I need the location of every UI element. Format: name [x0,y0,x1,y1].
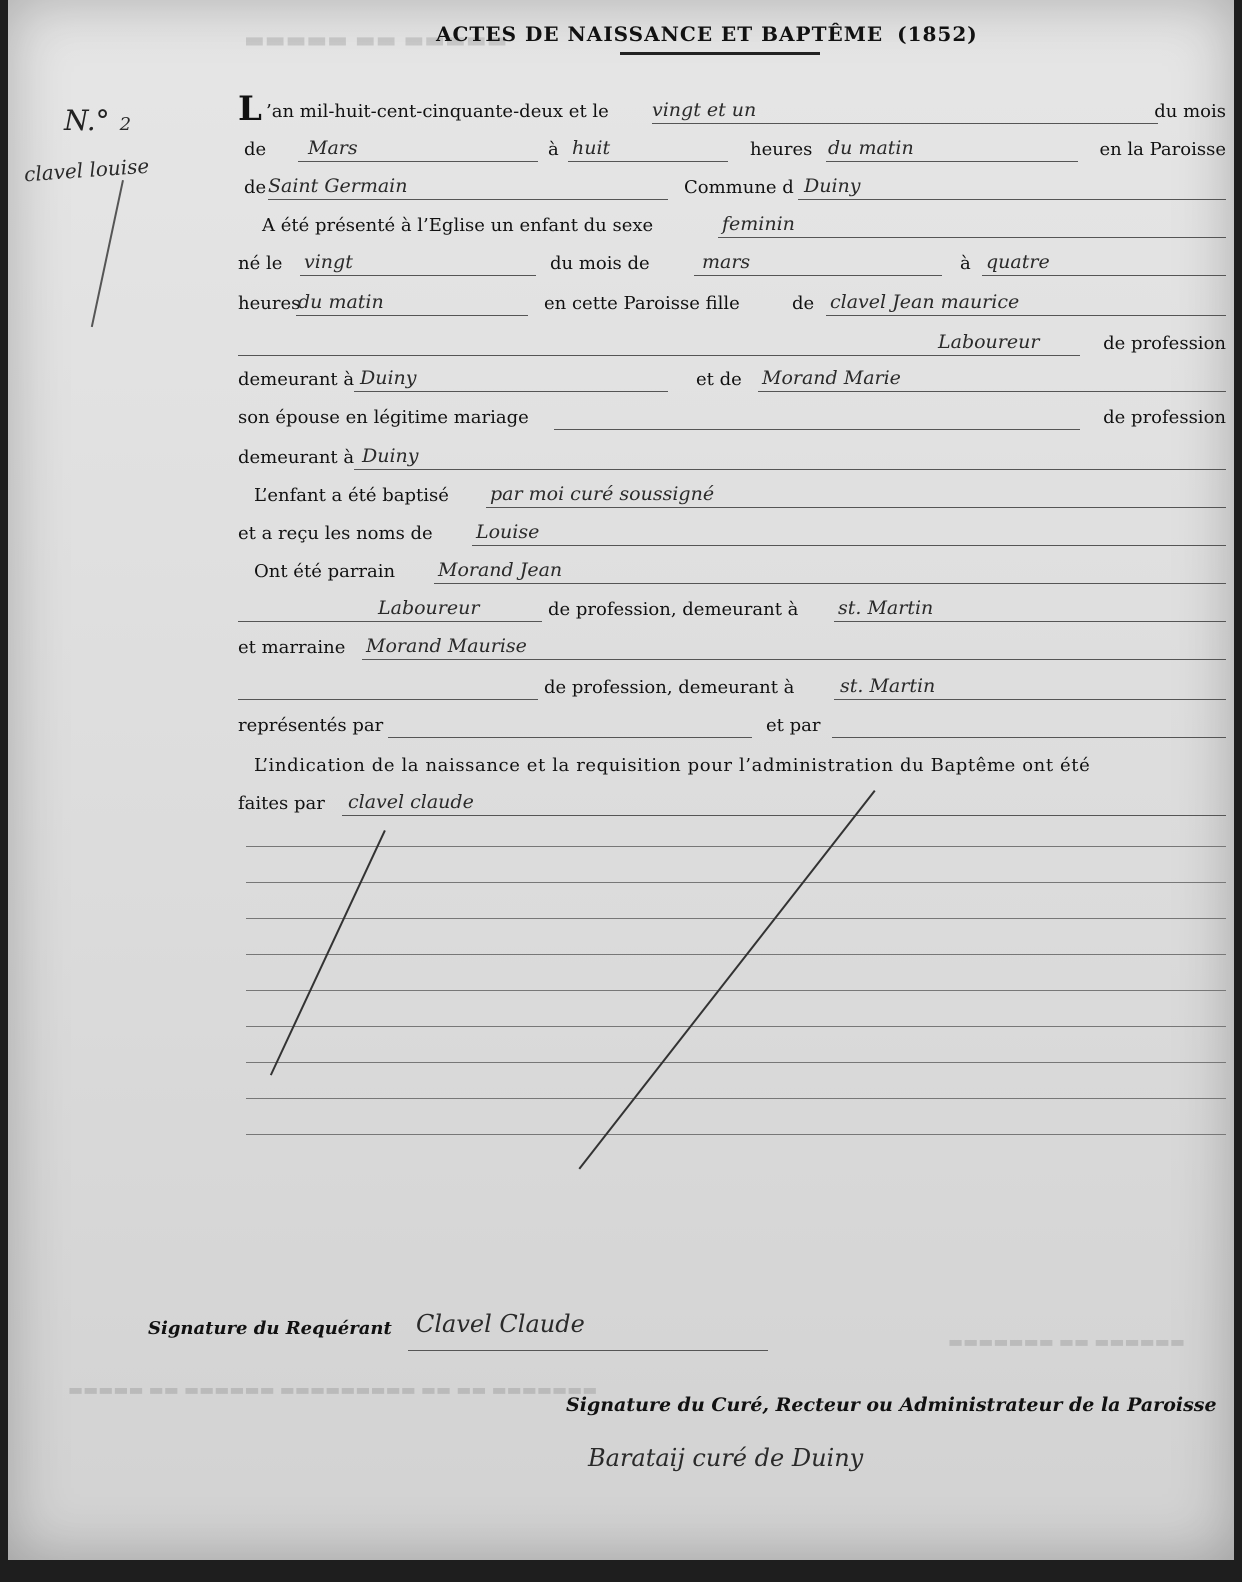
line3-rule-a [268,199,668,200]
line9-epouse: son épouse en légitime mariage [238,407,529,428]
entry-number [64,104,131,137]
line5-rule-a [300,275,536,276]
commune-field: Duiny [804,175,861,197]
line17-rule-b [832,737,1226,738]
line16-rule-a [238,699,538,700]
form-line-7 [238,330,1226,360]
line8-rule-a [354,391,668,392]
sex-field: feminin [722,213,795,235]
margin-name: clavel louise [23,153,150,187]
line2-rule-b [568,161,728,162]
line3-commune: Commune d [684,177,794,198]
born-day-field: vingt [304,251,353,273]
line2-rule-c [826,161,1078,162]
form-line-17 [238,712,1226,742]
line14-rule-b [834,621,1226,622]
form-line-10 [238,444,1226,474]
line19-rule [342,815,1226,816]
cure-signature-label: Signature du Curé, Recteur ou Administrateur de la Paroisse [566,1394,1217,1416]
line4-rule [718,237,1226,238]
hour-field: huit [572,137,611,159]
line6-de: de [792,293,815,314]
title-year: (1852) [897,22,978,46]
line15-marraine: et marraine [238,637,346,658]
line6-rule-a [296,315,528,316]
line11-rule [486,507,1226,508]
line13-rule [434,583,1226,584]
father-profession-field: Laboureur [938,331,1040,353]
blank-rule [246,990,1226,991]
form-line-1 [238,89,1226,129]
line9-rule [554,429,1080,430]
born-month-field: mars [702,251,751,273]
line12-rule [472,545,1226,546]
line2-a: à [548,139,559,160]
form-line-18 [238,752,1226,782]
blank-rule [246,918,1226,919]
bleed-through-signature-2: ▬▬▬▬▬ ▬▬ ▬▬▬▬▬▬ ▬▬▬▬▬▬▬▬▬ ▬▬ ▬▬ ▬▬▬▬▬▬▬ [68,1380,598,1399]
baptised-by-field: par moi curé soussigné [490,483,715,505]
requerant-signature-line [408,1350,768,1351]
line15-rule [362,659,1226,660]
form-line-3 [238,174,1226,204]
form-line-5 [238,250,1226,280]
godfather-field: Morand Jean [438,559,563,581]
form-line-6 [238,290,1226,320]
born-period-field: du matin [298,291,384,313]
godmother-field: Morand Maurise [366,635,527,657]
cure-signature: Barataij curé de Duiny [588,1444,864,1472]
line11-baptise: L’enfant a été baptisé [254,485,449,506]
blank-rule [246,954,1226,955]
line8-demeurant: demeurant à [238,369,355,390]
blank-rule [246,846,1226,847]
line13-parrain: Ont été parrain [254,561,396,582]
line17-representes: représentés par [238,715,384,736]
title-underline [620,52,820,55]
period-field: du matin [828,137,914,159]
line2-end: en la Paroisse [1099,139,1226,160]
godfather-profession-field: Laboureur [378,597,480,619]
form-line-15 [238,634,1226,664]
line6-heures: heures [238,293,301,314]
line1-end: du mois [1154,101,1226,122]
page-title [436,22,978,46]
form-line-14 [238,596,1226,626]
margin-stroke [91,180,124,327]
form-line-2 [238,136,1226,166]
line17-rule-a [388,737,752,738]
line12-noms: et a reçu les noms de [238,523,433,544]
declarant-field: clavel claude [348,791,474,813]
line14-text: de profession, demeurant à [548,599,799,620]
line5-rule-c [982,275,1226,276]
line8-rule-b [758,391,1226,392]
line5-rule-b [694,275,942,276]
line5-a: à [960,253,971,274]
entry-number-value: 2 [119,114,132,135]
line4-text: A été présenté à l’Eglise un enfant du sexe [262,215,654,236]
requerant-signature-label: Signature du Requérant [148,1318,392,1339]
blank-rule [246,1098,1226,1099]
form-line-19 [238,790,1226,820]
line7-rule [238,355,1080,356]
blank-rule [246,1134,1226,1135]
godmother-residence-field: st. Martin [840,675,936,697]
line1-rule [652,123,1158,124]
birth-day-field: vingt et un [652,99,757,121]
line8-et: et de [696,369,742,390]
line2-rule-a [298,161,538,162]
entry-number-label: N.° [64,104,110,137]
line17-et: et par [766,715,821,736]
form-line-4 [238,212,1226,242]
line16-text: de profession, demeurant à [544,677,795,698]
line18-text: L’indication de la naissance et la requisition pour l’administration du Baptême ont été [254,755,1091,776]
mother-field: Morand Marie [762,367,901,389]
bleed-through-heading: ▬▬▬▬▬ ▬▬ ▬▬▬▬▬ [244,28,508,53]
blank-rule [246,882,1226,883]
blank-rule [246,1026,1226,1027]
register-page [8,0,1234,1560]
father-residence-field: Duiny [360,367,417,389]
line2-heures: heures [750,139,813,160]
line6-text: en cette Paroisse fille [544,293,740,314]
given-name-field: Louise [476,521,540,543]
line2-de: de [244,139,267,160]
cancel-stroke-left [270,830,386,1076]
form-line-16 [238,674,1226,704]
form-line-9 [238,404,1226,434]
title-text: ACTES DE NAISSANCE ET BAPTÊME [436,22,884,46]
form-line-12 [238,520,1226,550]
line10-demeurant: demeurant à [238,447,355,468]
form-line-11 [238,482,1226,512]
mother-residence-field: Duiny [362,445,419,467]
parish-field: Saint Germain [268,175,408,197]
line6-rule-b [826,315,1226,316]
blank-rule [246,1062,1226,1063]
line19-faites: faites par [238,793,325,814]
line5-mois: du mois de [550,253,650,274]
line1-text: ’an mil-huit-cent-cinquante-deux et le [266,101,609,122]
drop-initial: L [238,89,262,129]
line9-profession: de profession [1103,407,1226,428]
month-field: Mars [308,137,358,159]
line3-rule-b [798,199,1226,200]
godfather-residence-field: st. Martin [838,597,934,619]
line14-rule-a [238,621,542,622]
born-hour-field: quatre [986,251,1050,273]
bleed-through-signature: ▬▬▬▬▬▬▬ ▬▬ ▬▬▬▬▬▬ [948,1332,1185,1351]
line5-ne: né le [238,253,283,274]
father-field: clavel Jean maurice [830,291,1020,313]
requerant-signature: Clavel Claude [416,1310,585,1338]
line10-rule [354,469,1226,470]
line7-profession: de profession [1103,333,1226,354]
line3-de: de [244,177,267,198]
form-line-13 [238,558,1226,588]
form-line-8 [238,366,1226,396]
line16-rule-b [834,699,1226,700]
